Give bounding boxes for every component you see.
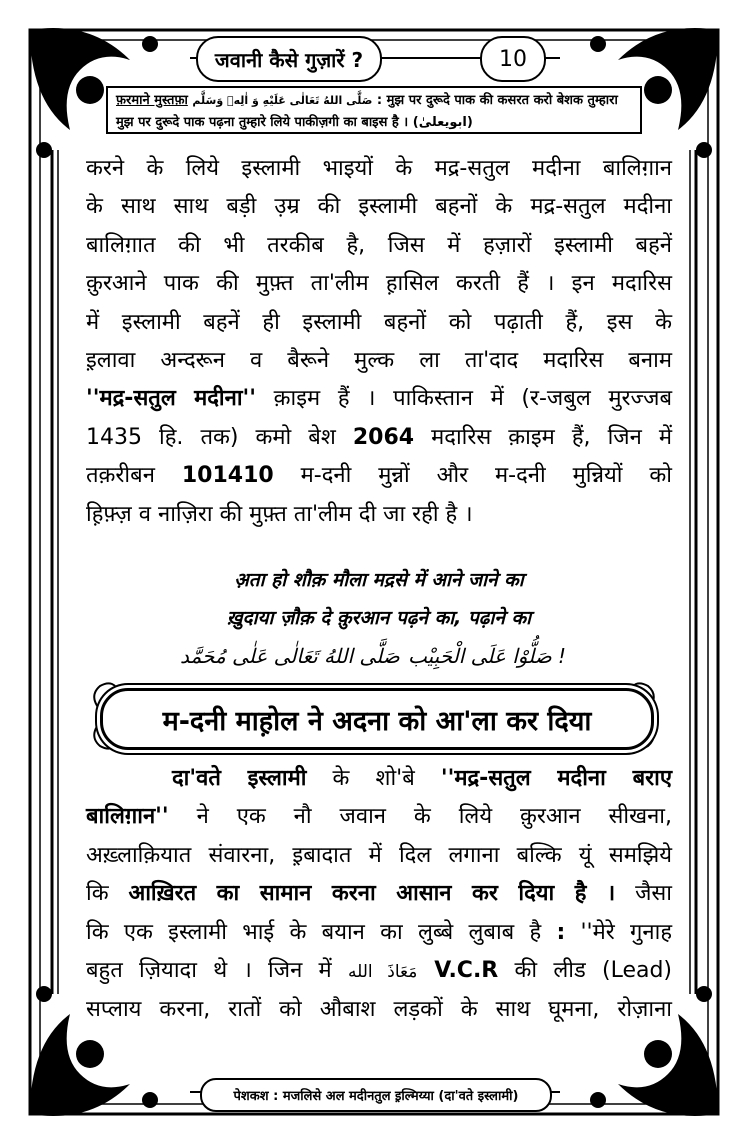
text-line (86, 798, 672, 836)
text-line: इ़लावा अन्दरून व बैरूने मुल्क ला ता'दाद मदारिस बनाम (86, 348, 672, 374)
text-run: ''मेरे गुनाह (565, 919, 672, 945)
text-line: बालिग़ात की भी तरकीब है, जिस में हज़ारों इस्लामी बहनें (86, 232, 672, 258)
book-title: जवानी कैसे गुज़ारें ? (196, 36, 382, 82)
text-run: कि (86, 881, 129, 907)
text-line: करने के लिये इस्लामी भाइयों के मद्र-सतुल मदीना बालिग़ान (86, 156, 672, 181)
bold-colon: : (556, 919, 566, 945)
text-line: अख़्लाक़ियात संवारना, इ़बादात में दिल लगाना बल्कि यूं समझिये (86, 842, 672, 868)
hadith-line2: मुझ पर दुरूदे पाक पढ़ना तुम्हारे लिये पाकीज़गी का बाइस है । (ابویعلیٰ) (116, 115, 473, 130)
hadith-salutation: صَلَّى اللهُ تَعَالٰى عَلَيْهِ وَ اٰلِهٖ وَسَلَّم (192, 94, 373, 107)
text-run: के शो'बे (306, 766, 441, 791)
text-line (86, 914, 672, 952)
bold-number: 101410 (181, 463, 274, 489)
footer-publisher: पेशकश : मजलिसे अल मदीनतुल इ़ल्मिय्या (दा'वते इस्लामी) (200, 1078, 552, 1112)
text-run: तक़रीबन (86, 463, 182, 489)
paragraph-1 (86, 150, 672, 534)
durood-call: صَلُّوْا عَلَى الْحَبِيْب ! (408, 644, 567, 668)
page-number: 10 (480, 36, 546, 82)
text-line (86, 952, 672, 991)
durood-response: صَلَّى اللهُ تَعَالٰى عَلٰى مُحَمَّد (180, 644, 400, 668)
text-run: क़ाइम हैं । पाकिस्तान में (र-जबुल मुरज्जब (256, 386, 673, 412)
poem-line-2: ख़ुदाया ज़ौक़ दे क़ुरआन पढ़ने का, पढ़ाने का (226, 607, 532, 629)
bold-term: ''मद्र-सतुल मदीना'' (86, 386, 256, 412)
text-line: के साथ साथ बड़ी उ़म्र की इस्लामी बहनों के मद्र-सतुल मदीना (86, 194, 672, 220)
text-line: में इस्लामी बहनें ही इस्लामी बहनों को पढ़ाती हैं, इस के (86, 309, 672, 335)
text-run: की लीड (Lead) (498, 958, 673, 984)
text-run: कि एक इस्लामी भाई के बयान का लुब्बे लुबाब है (86, 919, 557, 945)
text-line: ह़िफ़्ज़ व नाज़िरा की मुफ़्त ता'लीम दी जा रही है । (86, 501, 473, 527)
hadith-label: फ़रमाने मुस्तफ़ा (116, 93, 188, 108)
text-line (86, 457, 672, 495)
text-run: मदारिस क़ाइम हैं, जिन में (414, 424, 673, 450)
bold-term: दा'वते इस्लामी (172, 766, 307, 791)
paragraph-2 (86, 760, 672, 1030)
text-run: 1435 हि. तक) कमो बेश (86, 424, 353, 450)
text-line (86, 419, 672, 457)
bold-term: ''मद्र-सतुल मदीना बराए (440, 766, 672, 791)
arabic-phrase: مَعَاذَ الله (347, 962, 418, 983)
text-run: बहुत ज़ियादा थे । जिन में (86, 958, 348, 984)
text-line (86, 760, 672, 798)
text-line (86, 380, 672, 418)
poem-line-1: अ़ता हो शौक़ मौला मद्रसे में आने जाने का (234, 569, 524, 591)
text-line: सप्लाय करना, रातों को औबाश लड़कों के साथ घूमना, रोज़ाना (86, 997, 672, 1023)
text-run: म-दनी मुन्नों और म-दनी मुन्नियों को (273, 463, 672, 489)
text-line (86, 875, 672, 913)
bold-number: 2064 (352, 424, 415, 450)
text-run: जैसा (615, 881, 672, 907)
text-run: ने एक नौ जवान के लिये क़ुरआन सीखना, (168, 804, 672, 830)
hadith-line1: : मुझ पर दुरूदे पाक की कसरत करो बेशक तुम्हारा (376, 93, 618, 108)
bold-term: बालिग़ान'' (86, 804, 169, 830)
bold-phrase: आख़िरत का सामान करना आसान कर दिया है । (128, 881, 616, 907)
text-line: क़ुरआने पाक की मुफ़्त ता'लीम ह़ासिल करती हैं । इन मदारिस (86, 271, 672, 297)
bold-term: V.C.R (417, 958, 499, 984)
section-heading: म-दनी माह़ोल ने अदना को आ'ला कर दिया (100, 688, 654, 750)
hadith-box (106, 86, 642, 134)
